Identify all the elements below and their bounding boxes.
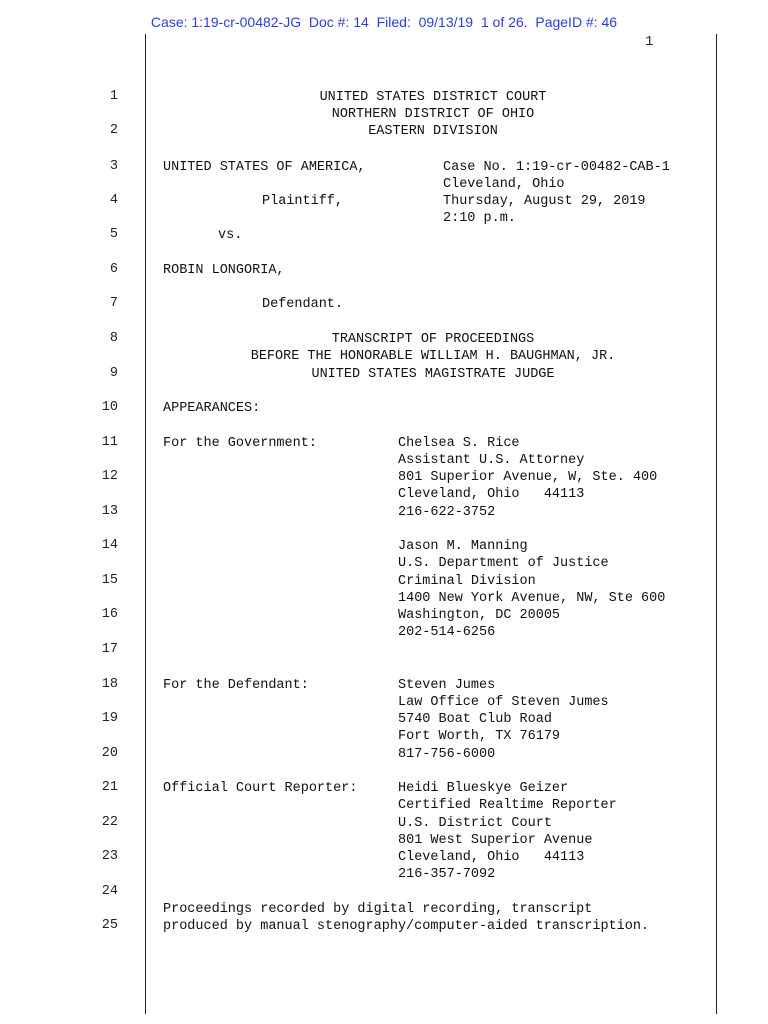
line-number: 22 xyxy=(101,815,118,830)
line-number: 6 xyxy=(109,262,118,277)
appearances-heading: APPEARANCES: xyxy=(163,401,261,416)
case-location: Cleveland, Ohio xyxy=(443,177,565,192)
hearing-time: 2:10 p.m. xyxy=(443,211,516,226)
defense-attorney-line: Fort Worth, TX 76179 xyxy=(398,729,561,744)
government-attorney2-line: U.S. Department of Justice xyxy=(398,556,609,571)
line-number: 16 xyxy=(101,607,118,622)
recording-note: Proceedings recorded by digital recording, transcript xyxy=(163,902,593,917)
reporter-label: Official Court Reporter: xyxy=(163,781,358,796)
line-number: 9 xyxy=(109,366,118,381)
defense-attorney-line: Steven Jumes xyxy=(398,678,496,693)
transcript-judge-title: UNITED STATES MAGISTRATE JUDGE xyxy=(311,367,555,382)
reporter-line: Heidi Blueskye Geizer xyxy=(398,781,569,796)
line-number: 10 xyxy=(101,400,118,415)
line-number: 8 xyxy=(109,331,118,346)
line-number: 4 xyxy=(109,193,118,208)
line-number: 17 xyxy=(101,642,118,657)
government-attorney2-line: Washington, DC 20005 xyxy=(398,608,561,623)
reporter-line: 801 West Superior Avenue xyxy=(398,833,593,848)
line-number: 20 xyxy=(101,746,118,761)
line-number: 11 xyxy=(101,435,118,450)
recording-note: produced by manual stenography/computer-aided transcription. xyxy=(163,919,650,934)
versus-label: vs. xyxy=(218,228,243,243)
court-division: EASTERN DIVISION xyxy=(368,124,498,139)
case-number: Case No. 1:19-cr-00482-CAB-1 xyxy=(443,160,670,175)
government-attorney-line: Cleveland, Ohio 44113 xyxy=(398,487,585,502)
government-attorney-line: Assistant U.S. Attorney xyxy=(398,453,585,468)
defendant-role: Defendant. xyxy=(262,297,344,312)
line-number: 24 xyxy=(101,884,118,899)
line-number: 12 xyxy=(101,469,118,484)
line-number: 19 xyxy=(101,711,118,726)
line-number: 3 xyxy=(109,159,118,174)
line-number: 25 xyxy=(101,918,118,933)
line-number: 23 xyxy=(101,849,118,864)
transcript-judge-line: BEFORE THE HONORABLE WILLIAM H. BAUGHMAN, JR. xyxy=(250,349,616,364)
government-attorney-line: 801 Superior Avenue, W, Ste. 400 xyxy=(398,470,658,485)
right-margin-rule xyxy=(716,34,717,1014)
government-attorney2-line: Criminal Division xyxy=(398,574,536,589)
plaintiff-role: Plaintiff, xyxy=(262,194,344,209)
line-number: 15 xyxy=(101,573,118,588)
transcript-title: TRANSCRIPT OF PROCEEDINGS xyxy=(331,332,535,347)
defense-attorney-line: 5740 Boat Club Road xyxy=(398,712,552,727)
case-header-stamp: Case: 1:19-cr-00482-JG Doc #: 14 Filed: 09/13/19 1 of 26. PageID #: 46 xyxy=(150,14,618,30)
line-number: 13 xyxy=(101,504,118,519)
line-number: 18 xyxy=(101,677,118,692)
reporter-line: 216-357-7092 xyxy=(398,867,496,882)
government-label: For the Government: xyxy=(163,436,317,451)
court-district: NORTHERN DISTRICT OF OHIO xyxy=(331,107,535,122)
government-attorney-line: 216-622-3752 xyxy=(398,505,496,520)
page-number: 1 xyxy=(645,34,654,50)
government-attorney-line: Chelsea S. Rice xyxy=(398,436,520,451)
line-number: 2 xyxy=(109,123,118,138)
defendant-name: ROBIN LONGORIA, xyxy=(163,263,285,278)
defendant-label: For the Defendant: xyxy=(163,678,309,693)
line-number: 21 xyxy=(101,780,118,795)
line-number: 5 xyxy=(109,227,118,242)
reporter-line: Certified Realtime Reporter xyxy=(398,798,617,813)
line-number: 14 xyxy=(101,538,118,553)
government-attorney2-line: 1400 New York Avenue, NW, Ste 600 xyxy=(398,591,666,606)
court-name: UNITED STATES DISTRICT COURT xyxy=(319,90,547,105)
defense-attorney-line: Law Office of Steven Jumes xyxy=(398,695,609,710)
government-attorney2-line: Jason M. Manning xyxy=(398,539,528,554)
reporter-line: Cleveland, Ohio 44113 xyxy=(398,850,585,865)
defense-attorney-line: 817-756-6000 xyxy=(398,747,496,762)
line-number: 1 xyxy=(109,89,118,104)
reporter-line: U.S. District Court xyxy=(398,816,552,831)
plaintiff-name: UNITED STATES OF AMERICA, xyxy=(163,160,366,175)
hearing-date: Thursday, August 29, 2019 xyxy=(443,194,646,209)
government-attorney2-line: 202-514-6256 xyxy=(398,625,496,640)
line-number: 7 xyxy=(109,296,118,311)
left-margin-rule xyxy=(145,34,146,1014)
